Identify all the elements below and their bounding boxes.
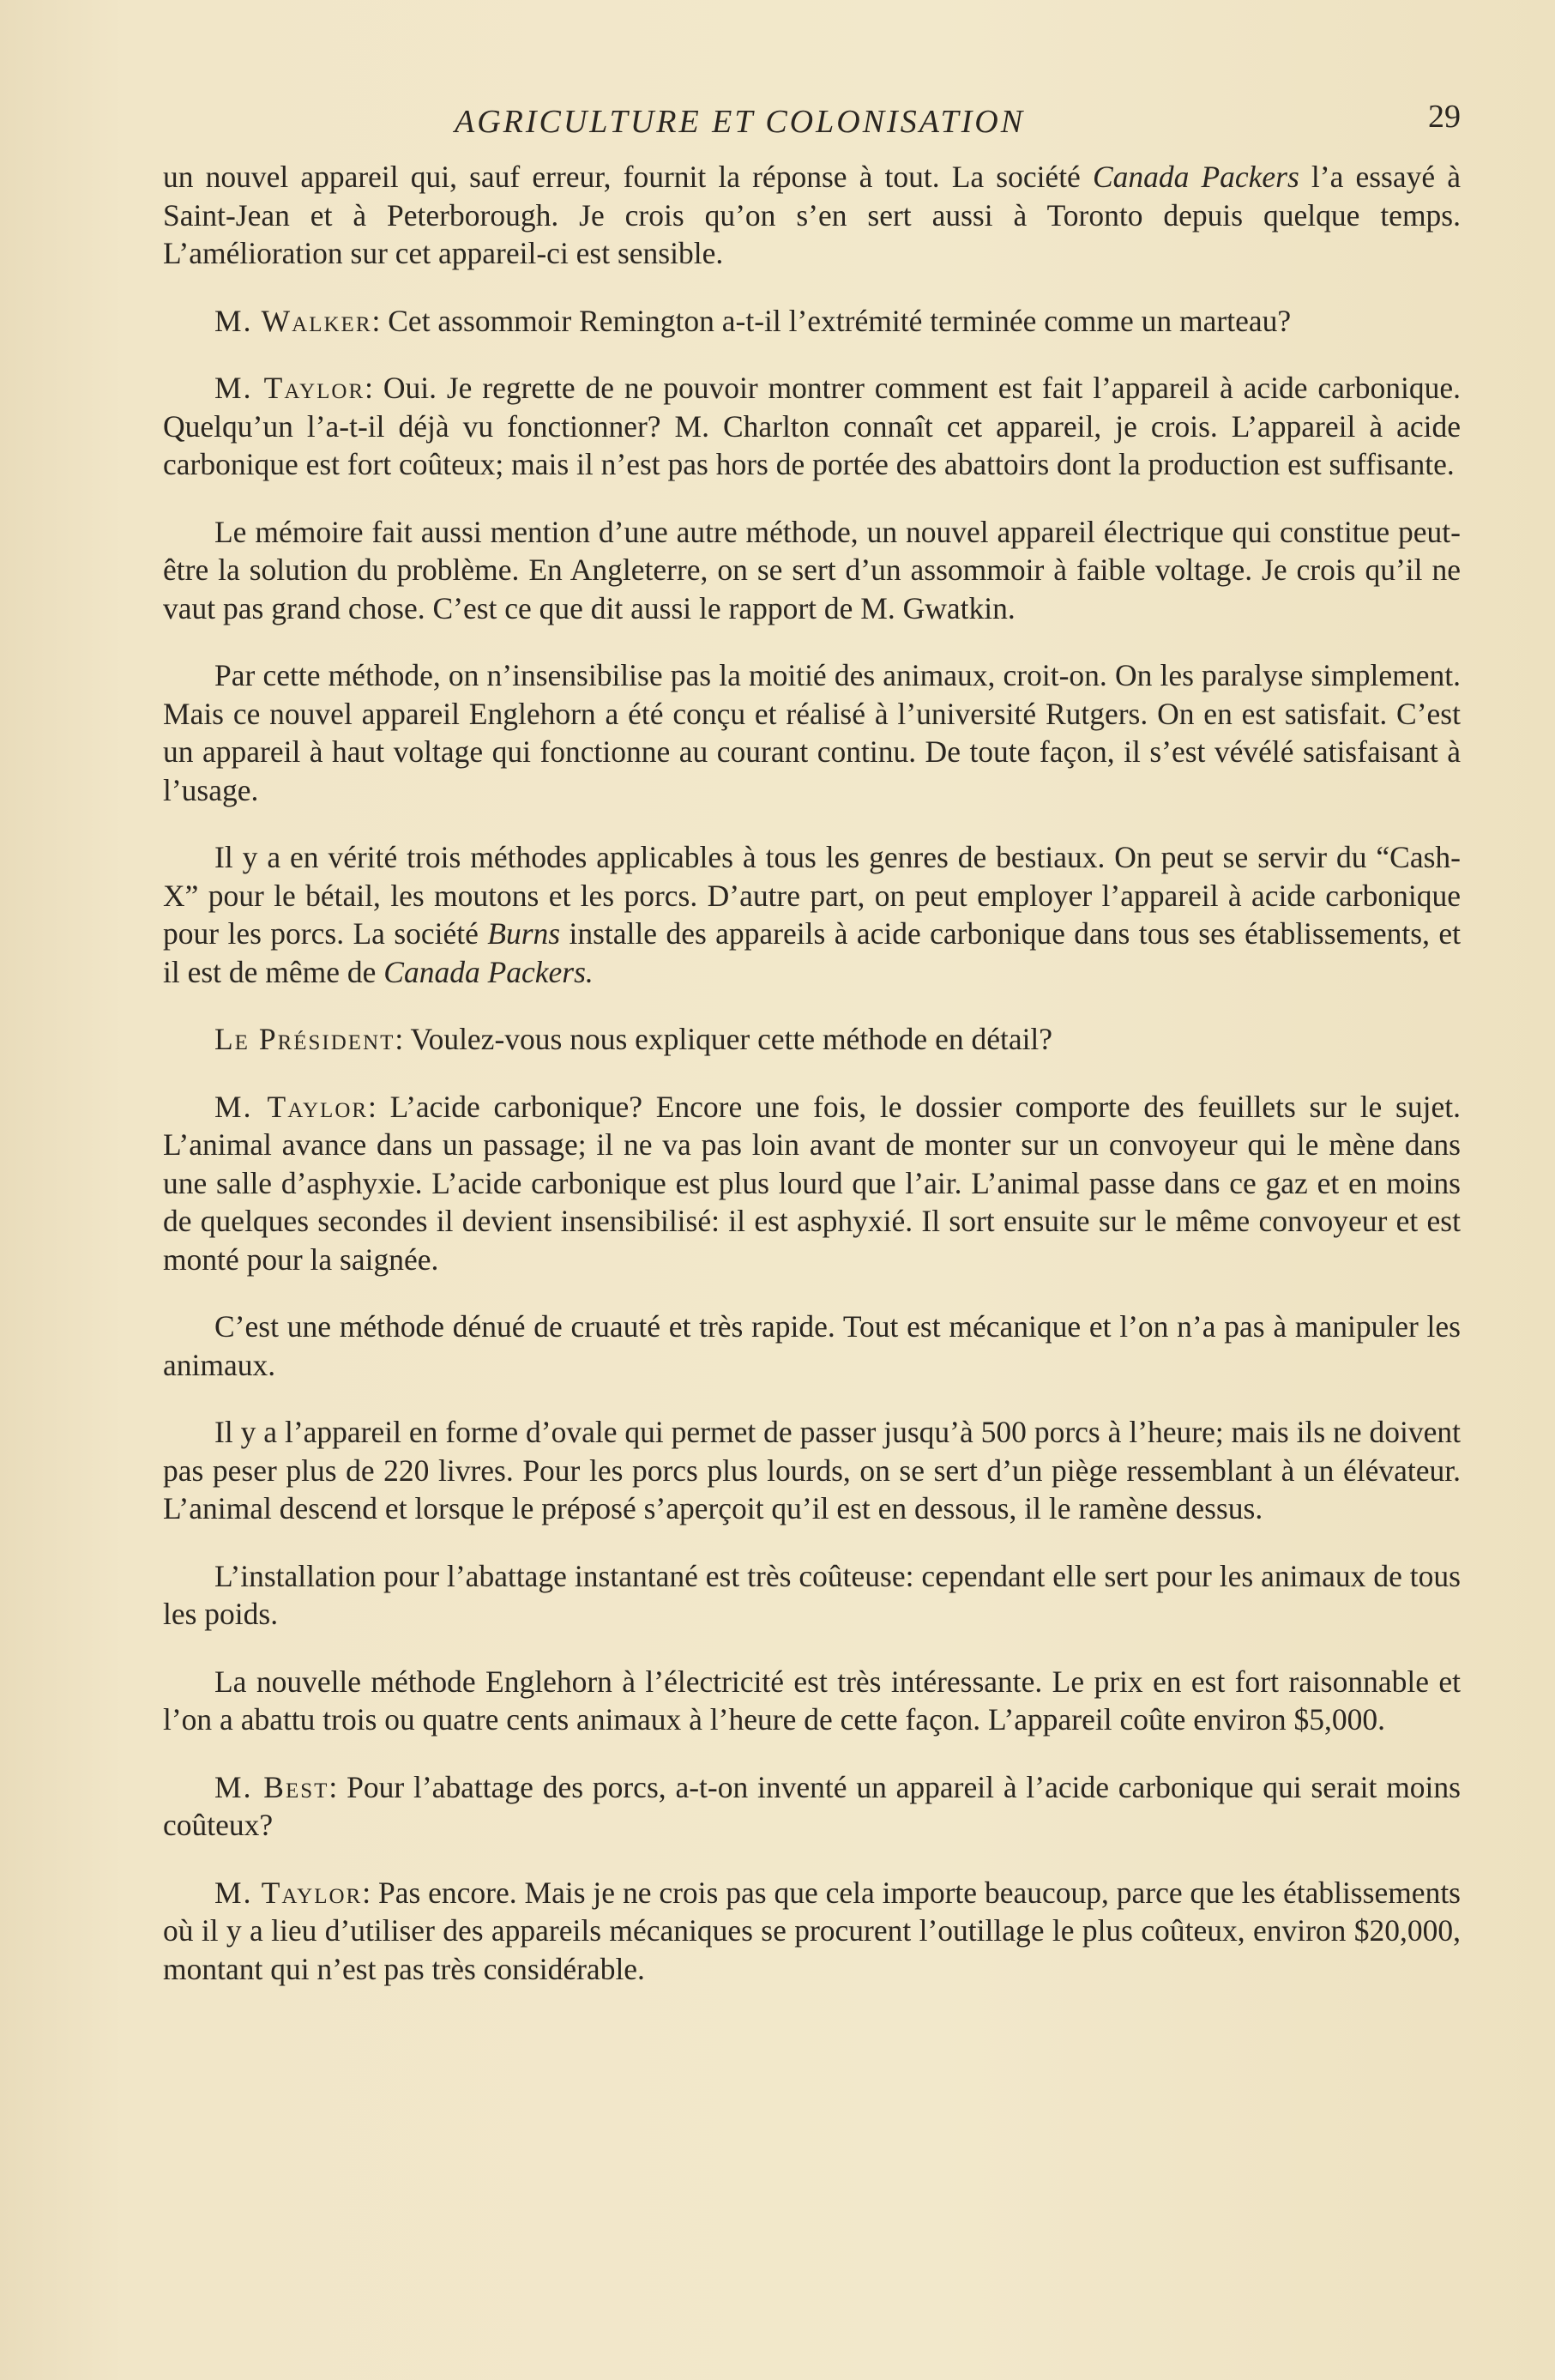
paragraph [163,1308,1461,1384]
speaker-name: M. Taylor [214,1089,369,1124]
speaker-name: M. Walker [214,303,372,338]
text-run: l’a essayé à Saint-Jean et à Peterborough. Je crois qu’on s’en sert aussi à Toronto depuis quelque temps. L’amélioration sur cet appareil-ci est sensible. [163,160,1461,270]
text-run: : Pas encore. Mais je ne crois pas que cela importe beaucoup, parce que les établissements où il y a lieu d’utiliser des appareils mécaniques se procurent l’outillage le plus coûteux, environ $20,000, montant qui n’est pas très considérable. [163,1875,1461,1986]
body-text [163,158,1461,1988]
paragraph [163,369,1461,484]
company-name: Canada Packers. [383,954,594,989]
text-run: Le mémoire fait aussi mention d’une autre méthode, un nouvel appareil électrique qui constitue peut-être la solution du problème. En Angleterre, on se sert d’un assommoir à faible voltage. Je crois qu’il ne vaut pas grand chose. C’est ce que dit aussi le rapport de M. Gwatkin. [163,514,1461,625]
company-name: Burns [487,916,561,951]
paragraph [163,513,1461,628]
text-run: Il y a l’appareil en forme d’ovale qui permet de passer jusqu’à 500 porcs à l’heure; mais ils ne doivent pas peser plus de 220 livres. Pour les porcs plus lourds, on se sert d’un piège ressemblant à un élévateur. L’animal descend et lorsque le préposé s’aperçoit qu’il est en dessous, il le ramène dessus. [163,1415,1461,1525]
company-name: Canada Packers [1092,160,1299,194]
text-run: : Oui. Je regrette de ne pouvoir montrer comment est fait l’appareil à acide carbonique. Quelqu’un l’a-t-il déjà vu fonctionner? M. Charlton connaît cet appareil, je crois. L’appareil à acide carbonique est fort coûteux; mais il n’est pas hors de portée des abattoirs dont la production est suffisante. [163,371,1461,481]
text-run: : L’acide carbonique? Encore une fois, le dossier comporte des feuillets sur le sujet. L’animal avance dans un passage; il ne va pas loin avant de monter sur un convoyeur qui le mène dans une salle d’asphyxie. L’acide carbonique est plus lourd que l’air. L’animal passe dans ce gaz et en moins de quelques secondes il devient insensibilisé: il est asphyxié. Il sort ensuite sur le même convoyeur et est monté pour la saignée. [163,1089,1461,1277]
text-run: installe des appareils à acide carbonique dans tous ses établissements, et il est de même de [163,916,1462,989]
speaker-name: M. Taylor [214,371,365,405]
paragraph [163,1557,1461,1634]
speaker-name: Le Président [214,1022,395,1056]
paragraph [163,1874,1461,1989]
text-run: : Voulez-vous nous expliquer cette méthode en détail? [395,1022,1053,1056]
paragraph [163,1663,1461,1739]
text-run: Il y a en vérité trois méthodes applicables à tous les genres de bestiaux. On peut se servir du “Cash-X” pour le bétail, les moutons et les porcs. D’autre part, on peut employer l’appareil à acide carbonique pour les porcs. La société [163,840,1461,951]
text-run: : Cet assommoir Remington a-t-il l’extrémité terminée comme un marteau? [371,303,1292,338]
text-run: : Pour l’abattage des porcs, a-t-on inventé un appareil à l’acide carbonique qui serait moins coûteux? [163,1769,1461,1842]
text-run: un nouvel appareil qui, sauf erreur, fournit la réponse à tout. La société [163,160,1093,194]
paragraph [163,302,1461,341]
paragraph [163,838,1461,991]
running-title: AGRICULTURE ET COLONISATION [455,104,1026,140]
text-run: L’installation pour l’abattage instantané est très coûteuse: cependant elle sert pour les animaux de tous les poids. [163,1558,1461,1631]
text-run: Par cette méthode, on n’insensibilise pas la moitié des animaux, croit-on. On les paralyse simplement. Mais ce nouvel appareil Englehorn a été conçu et réalisé à l’université Rutgers. On en est satisfait. C’est un appareil à haut voltage qui fonctionne au courant continu. De toute façon, il s’est vévélé satisfaisant à l’usage. [163,658,1461,807]
speaker-name: M. Taylor [214,1875,363,1910]
paragraph [163,1088,1461,1279]
paragraph [163,656,1461,809]
speaker-name: M. Best [214,1769,329,1804]
text-run: La nouvelle méthode Englehorn à l’électricité est très intéressante. Le prix en est fort raisonnable et l’on a abattu trois ou quatre cents animaux à l’heure de cette façon. L’appareil coûte environ $5,000. [163,1664,1461,1737]
text-run: C’est une méthode dénué de cruauté et très rapide. Tout est mécanique et l’on n’a pas à manipuler les animaux. [163,1309,1461,1382]
paragraph [163,1413,1461,1528]
paragraph [163,1020,1461,1059]
paragraph [163,158,1461,273]
paragraph [163,1768,1461,1845]
page-header [163,94,1461,146]
page-number: 29 [1428,99,1461,135]
